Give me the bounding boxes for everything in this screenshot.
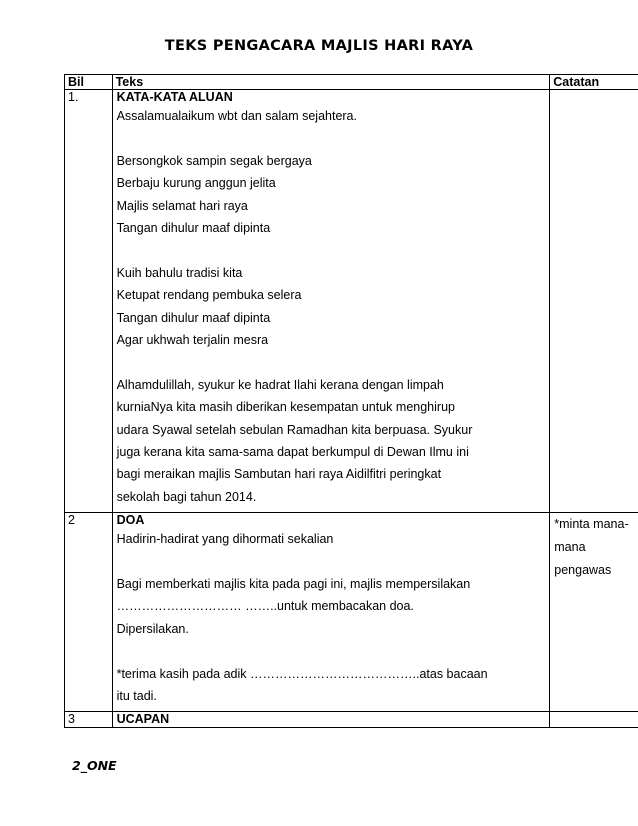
text-line: Kuih bahulu tradisi kita xyxy=(116,265,243,280)
text-line: juga kerana kita sama-sama dapat berkumpul di Dewan Ilmu ini xyxy=(116,445,469,460)
text-line: Assalamualaikum wbt dan salam sejahtera. xyxy=(116,109,357,123)
row-number: 2 xyxy=(65,513,113,712)
footer-label: 2_ONE xyxy=(72,758,117,773)
table-body xyxy=(65,90,638,728)
header-catatan: Catatan xyxy=(550,75,638,90)
table-row xyxy=(65,90,638,513)
row-number: 1. xyxy=(65,90,113,513)
row-number: 3 xyxy=(65,712,113,728)
text-block xyxy=(117,573,546,640)
text-line: Alhamdulillah, syukur ke hadrat Ilahi kerana dengan limpah xyxy=(116,377,444,392)
text-line: bagi meraikan majlis Sambutan hari raya Aidilfitri peringkat xyxy=(116,467,442,482)
text-line: Berbaju kurung anggun jelita xyxy=(116,176,276,191)
header-teks: Teks xyxy=(112,75,550,90)
text-line: Dipersilakan. xyxy=(116,621,189,636)
paragraph-gap xyxy=(117,640,546,662)
text-line: Tangan dihulur maaf dipinta xyxy=(116,310,271,325)
catatan-line: mana xyxy=(554,540,586,555)
text-line: itu tadi. xyxy=(116,689,157,704)
text-block xyxy=(117,262,546,352)
table-row xyxy=(65,513,638,712)
paragraph-gap xyxy=(117,351,546,373)
text-line: udara Syawal setelah sebulan Ramadhan kita berpuasa. Syukur xyxy=(116,422,473,437)
script-table xyxy=(64,74,638,728)
catatan-line: pengawas xyxy=(554,563,612,578)
text-line: Bersongkok sampin segak bergaya xyxy=(116,153,312,168)
text-line: Majlis selamat hari raya xyxy=(116,198,248,213)
header-bil: Bil xyxy=(65,75,113,90)
paragraph-gap xyxy=(117,239,546,261)
row-text-cell xyxy=(112,712,550,728)
cell-padding xyxy=(117,508,546,512)
text-line: Ketupat rendang pembuka selera xyxy=(116,288,302,303)
row-catatan-cell xyxy=(550,513,638,712)
row-text-cell xyxy=(112,513,550,712)
text-line: Tangan dihulur maaf dipinta xyxy=(116,221,271,236)
text-line: kurniaNya kita masih diberikan kesempatan untuk menghirup xyxy=(116,400,455,415)
text-block xyxy=(117,663,546,708)
table-header-row xyxy=(65,75,638,90)
section-heading: KATA-KATA ALUAN xyxy=(116,90,233,104)
row-catatan-cell xyxy=(550,90,638,513)
text-block xyxy=(117,528,546,550)
paragraph-gap xyxy=(117,551,546,573)
row-text-cell xyxy=(112,90,550,513)
section-heading: DOA xyxy=(116,513,145,528)
text-line: Agar ukhwah terjalin mesra xyxy=(116,333,269,348)
text-block xyxy=(117,150,546,240)
text-line: ………………………… ……..untuk membacakan doa. xyxy=(116,599,414,614)
section-heading: UCAPAN xyxy=(116,712,170,727)
paragraph-gap xyxy=(117,127,546,149)
text-block xyxy=(117,105,546,127)
cell-padding xyxy=(117,707,546,711)
row-catatan-cell xyxy=(550,712,638,728)
text-line: Bagi memberkati majlis kita pada pagi ini, majlis mempersilakan xyxy=(116,577,471,592)
text-line: *terima kasih pada adik …………………………………..atas bacaan xyxy=(116,666,488,681)
text-block xyxy=(117,374,546,508)
catatan-line: *minta mana- xyxy=(554,517,629,532)
document-title: TEKS PENGACARA MAJLIS HARI RAYA xyxy=(164,38,474,54)
table-row xyxy=(65,712,638,728)
text-line: Hadirin-hadirat yang dihormati sekalian xyxy=(116,532,334,547)
text-line: sekolah bagi tahun 2014. xyxy=(116,489,257,504)
